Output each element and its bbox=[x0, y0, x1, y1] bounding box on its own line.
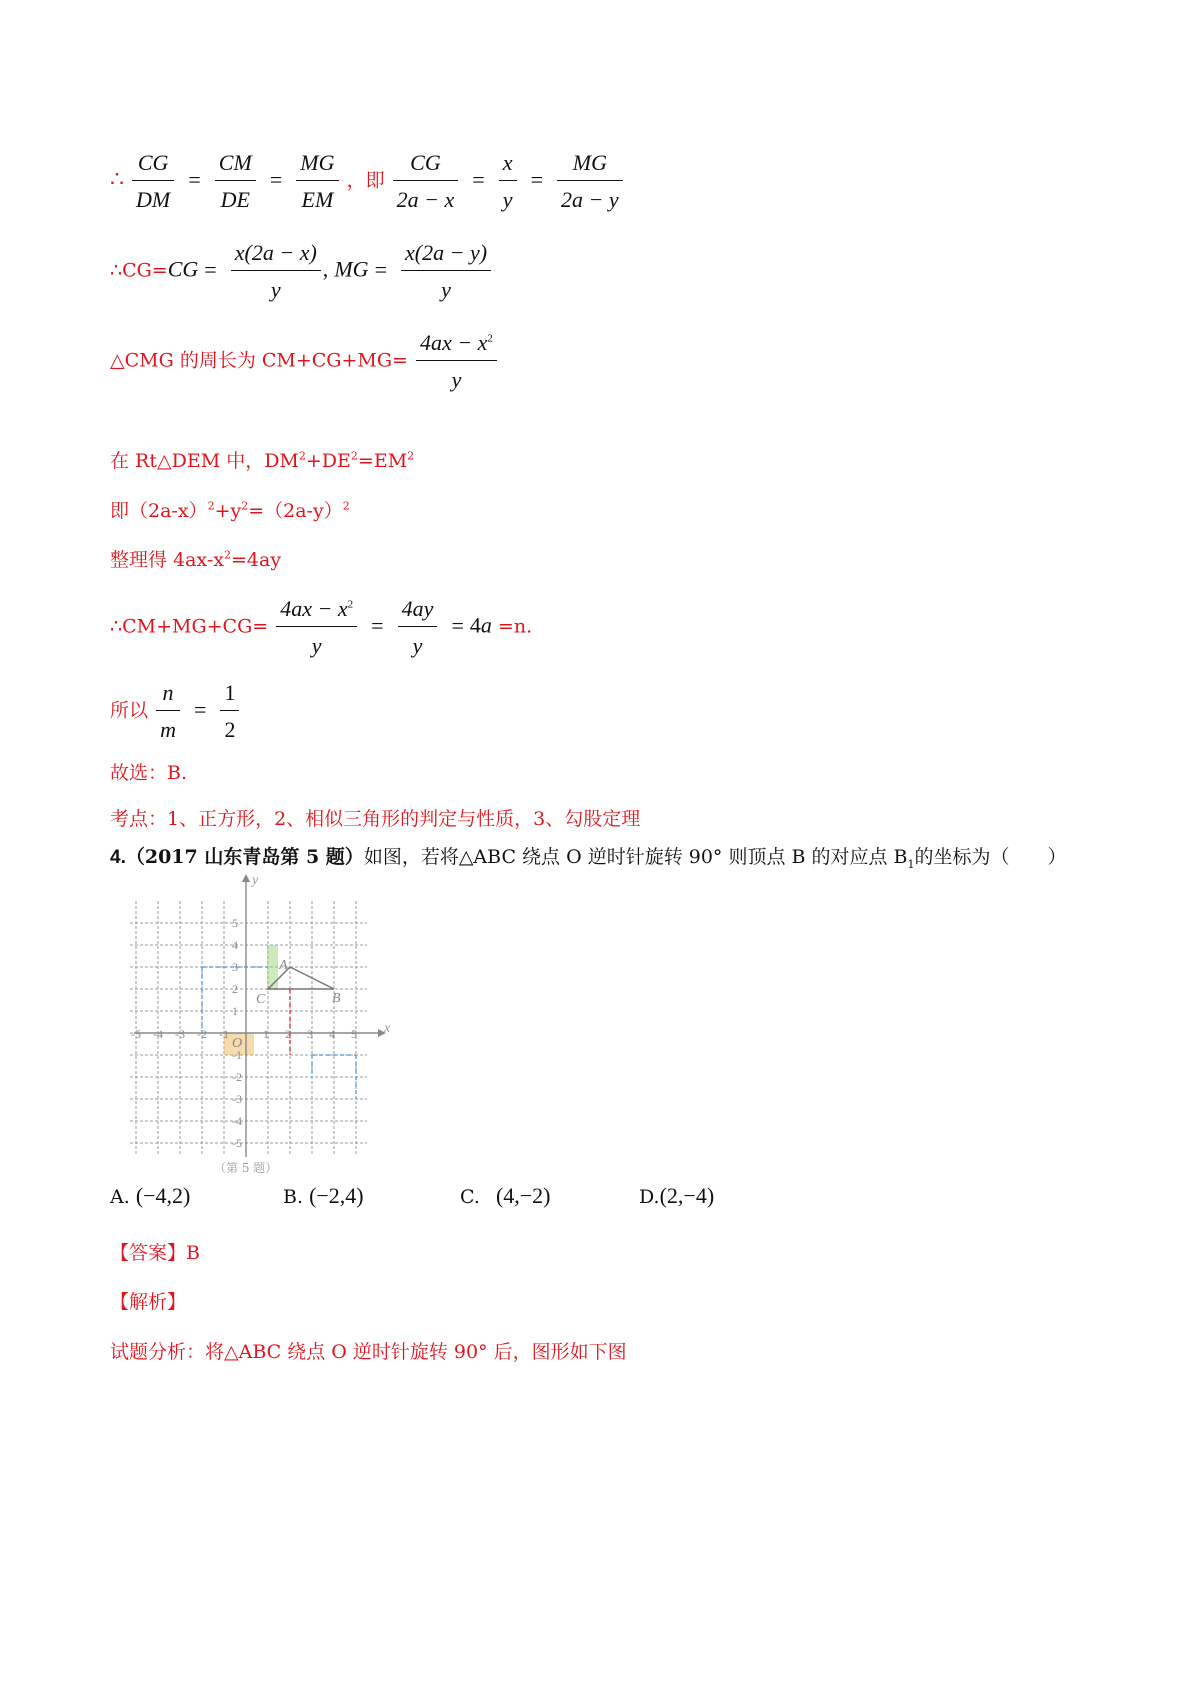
numerator: 4ax − x bbox=[420, 330, 488, 355]
analysis-text: 试题分析：将△ABC 绕点 O 逆时针旋转 90° 后，图形如下图 bbox=[110, 1341, 627, 1363]
perimeter-line bbox=[110, 330, 499, 393]
x-tick-label: 5 bbox=[351, 1027, 357, 1041]
x-tick-label: -4 bbox=[153, 1027, 163, 1041]
choice-line: 故选：B. bbox=[110, 762, 188, 784]
denominator: y bbox=[502, 187, 513, 212]
axis-y-label: y bbox=[252, 873, 259, 888]
denominator: 2a − x bbox=[396, 187, 455, 212]
x-tick-label: -5 bbox=[131, 1027, 141, 1041]
axis-x-label: x bbox=[384, 1021, 391, 1036]
numerator: x(2a − y) bbox=[401, 240, 491, 271]
coordinate-grid-figure bbox=[128, 872, 418, 1182]
ji-text: ，即 bbox=[346, 169, 385, 192]
denominator: DM bbox=[136, 187, 171, 212]
cg-prefix: ∴CG= bbox=[110, 259, 168, 282]
question-4-stem bbox=[110, 842, 1067, 871]
sum-line: ∴CM+MG+CG= $\frac{4ax - x^2}{y}$ = $\frac{4ay}{y}$ = 4a =n. bbox=[110, 596, 533, 658]
kaodian-line: 考点：1、正方形，2、相似三角形的判定与性质，3、勾股定理 bbox=[110, 808, 641, 830]
denominator: y bbox=[451, 367, 462, 392]
denominator: y bbox=[412, 633, 423, 658]
ji-line-3: =（2a-y） bbox=[248, 500, 343, 522]
y-tick-label: -4 bbox=[232, 1114, 242, 1128]
fraction-half bbox=[220, 680, 239, 743]
x-tick-label: 2 bbox=[285, 1027, 291, 1041]
y-tick-label: -1 bbox=[232, 1048, 242, 1062]
fraction-mg-em bbox=[296, 150, 338, 213]
y-tick-label: -5 bbox=[232, 1136, 242, 1150]
choice-c[interactable] bbox=[460, 1183, 551, 1209]
denominator: m bbox=[160, 717, 176, 742]
numerator: 4ay bbox=[398, 596, 438, 627]
sum-result: a bbox=[480, 612, 492, 638]
choice-label: C. bbox=[460, 1186, 480, 1208]
cg-mg-line: ∴CG=CG = $\frac{x(2a - x)}{y}$ , MG = $\frac{x(2a - y)}{y}$ bbox=[110, 240, 493, 303]
pythagoras-line: 在 Rt△DEM 中，$DM^2+DE^2=EM^2$ bbox=[110, 449, 415, 472]
choice-value: (−2,4) bbox=[309, 1183, 364, 1208]
origin-label: O bbox=[232, 1036, 243, 1051]
perimeter-text: △CMG 的周长为 CM+CG+MG= bbox=[110, 349, 408, 372]
y-tick-label: -2 bbox=[232, 1070, 242, 1084]
denominator: y bbox=[270, 277, 281, 302]
x-tick-label: -2 bbox=[197, 1027, 207, 1041]
denominator: y bbox=[311, 633, 322, 658]
denominator: 2 bbox=[224, 717, 236, 742]
figure-caption: （第 5 题） bbox=[214, 1161, 278, 1175]
denominator: DE bbox=[220, 187, 250, 212]
choice-value: (4,−2) bbox=[495, 1183, 551, 1208]
zhengli-text: 整理得 4ax-x bbox=[110, 549, 224, 571]
point-b-label: B bbox=[332, 991, 341, 1006]
numerator: x bbox=[499, 150, 517, 181]
simplify-line: 整理得 $4ax-x^2=4ay$ bbox=[110, 548, 282, 571]
denominator: 2a − y bbox=[561, 187, 619, 212]
fraction-sum-1: $\frac{4ax - x^2}{y}$ bbox=[276, 596, 357, 659]
ratio-chain-line: ∴ $\frac{CG}{DM}$ = $\frac{CM}{DE}$ = $\frac{MG}{EM}$ ，即 $\frac{CG}{2a - x}$ = $\frac{x}{y}$ = $\frac{MG}{2a - y}$ bbox=[110, 150, 625, 213]
fraction-cg-2a-x bbox=[393, 150, 459, 213]
numerator: CG bbox=[132, 150, 174, 181]
rt-text-2: +DE bbox=[305, 450, 351, 472]
ji-line: 即（2a-x） bbox=[110, 500, 208, 522]
numerator: x(2a − x) bbox=[231, 240, 321, 271]
x-tick-label: 3 bbox=[307, 1027, 313, 1041]
choice-label: B. bbox=[283, 1186, 304, 1208]
denominator: EM bbox=[301, 187, 334, 212]
choice-value: (−4,2) bbox=[135, 1183, 191, 1208]
question-stem-sub: 1 bbox=[907, 857, 915, 871]
choice-label: A. bbox=[110, 1186, 130, 1208]
question-stem-tail: 的坐标为（ ） bbox=[914, 846, 1067, 868]
question-source: （2017 山东青岛第 5 题） bbox=[125, 846, 364, 868]
y-tick-label: 3 bbox=[232, 960, 238, 974]
y-tick-label: -3 bbox=[232, 1092, 242, 1106]
numerator: MG bbox=[557, 150, 623, 181]
choice-label: D. bbox=[639, 1186, 660, 1208]
y-tick-label: 2 bbox=[232, 982, 238, 996]
sum-prefix: ∴CM+MG+CG= bbox=[110, 615, 269, 638]
point-c-label: C bbox=[256, 992, 266, 1007]
fraction-n-m bbox=[156, 680, 180, 743]
cg-lhs: CG bbox=[167, 256, 199, 282]
x-tick-label: 4 bbox=[329, 1027, 335, 1041]
numerator: CM bbox=[215, 150, 256, 181]
fraction-sum-2 bbox=[398, 596, 438, 659]
answer-tag: 【答案】B bbox=[110, 1242, 200, 1264]
numerator: 1 bbox=[220, 680, 239, 711]
fraction-mg-2a-y bbox=[557, 150, 623, 213]
x-tick-label: -3 bbox=[175, 1027, 185, 1041]
fraction-perimeter: $\frac{4ax - x^2}{y}$ bbox=[416, 330, 497, 393]
therefore-symbol: ∴ bbox=[110, 167, 124, 193]
numerator: CG bbox=[393, 150, 459, 181]
numerator: MG bbox=[296, 150, 338, 181]
fraction-cg-dm bbox=[132, 150, 174, 213]
y-tick-label: 1 bbox=[232, 1004, 238, 1018]
point-a-label: A bbox=[279, 958, 288, 973]
choice-d[interactable] bbox=[639, 1183, 714, 1209]
choice-a[interactable] bbox=[110, 1183, 190, 1209]
zhengli-text-2: =4ay bbox=[230, 549, 282, 571]
x-tick-label: 1 bbox=[263, 1027, 269, 1041]
fraction-cm-de bbox=[215, 150, 256, 213]
choice-value: (2,−4) bbox=[659, 1183, 715, 1208]
fraction-x-y bbox=[499, 150, 517, 213]
numerator: 4ax − x bbox=[280, 596, 348, 621]
question-number: 4. bbox=[110, 847, 126, 868]
ratio-result-line: 所以 $\frac{n}{m}$ = $\frac{1}{2}$ bbox=[110, 680, 241, 743]
rt-text-3: =EM bbox=[357, 450, 408, 472]
denominator: y bbox=[441, 277, 451, 302]
analysis-tag: 【解析】 bbox=[110, 1291, 187, 1313]
substitution-line: 即$(2a-x)^2+y^2=(2a-y)^2$ bbox=[110, 499, 350, 522]
axes bbox=[134, 874, 386, 1157]
fraction-mg bbox=[401, 240, 491, 303]
rt-text: 在 Rt△DEM 中，DM bbox=[110, 450, 299, 472]
ji-line-2: +y bbox=[214, 500, 242, 522]
choice-b[interactable] bbox=[283, 1183, 364, 1209]
fraction-cg bbox=[231, 240, 321, 303]
y-tick-label: 5 bbox=[232, 916, 238, 930]
suoyi-text: 所以 bbox=[110, 699, 149, 722]
mg-lhs: MG bbox=[334, 256, 369, 282]
x-tick-label: -1 bbox=[219, 1027, 229, 1041]
question-stem: 如图，若将△ABC 绕点 O 逆时针旋转 90° 则顶点 B 的对应点 B bbox=[363, 846, 908, 868]
y-tick-label: 4 bbox=[232, 938, 238, 952]
numerator: n bbox=[156, 680, 180, 711]
sum-tail: =n. bbox=[491, 615, 533, 638]
